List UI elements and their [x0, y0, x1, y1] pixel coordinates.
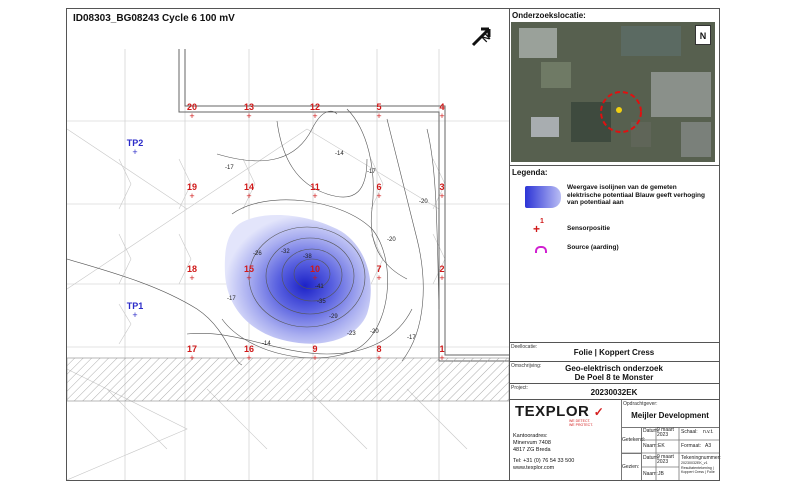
sensor-point [430, 183, 454, 201]
north-arrow-icon [469, 23, 499, 49]
source-marker-icon [535, 246, 547, 253]
legend-panel [509, 166, 719, 343]
naam-label-1: Naam: [643, 443, 658, 449]
contour-label: -32 [281, 249, 290, 255]
deellocatie-value: Folie | Koppert Cress [573, 348, 655, 357]
formaat-label: Formaat: [681, 443, 702, 449]
aerial-photo [511, 22, 715, 162]
tekening-value: 20230032EK_v1 Resultatentekening | Koppert Cress | Folie [681, 461, 715, 475]
sensor-label: 16 [243, 344, 254, 354]
legend-title: Legenda: [512, 168, 548, 177]
test-point-marker: + [132, 147, 138, 157]
tekening-label: Tekeningnummer: [681, 455, 721, 461]
map-canvas [67, 9, 509, 480]
naam-value-1: EK [658, 443, 665, 449]
contour-label: -26 [253, 251, 262, 257]
datum-value-1: 9 maart 2023 [657, 427, 674, 438]
sensor-marker-icon: + [189, 111, 195, 121]
sensor-point [367, 345, 391, 363]
sensor-point [367, 103, 391, 121]
legend-isolines-text: Weergave isolijnen van de gemeten elektrische potentiaal Blauw geeft verhoging van potentiaal aan [567, 184, 705, 206]
naam-label-2: Naam: [643, 471, 658, 477]
sensor-point [180, 265, 204, 283]
office-city: 4817 ZG Breda [513, 447, 551, 453]
opdrachtgever-block [621, 400, 719, 428]
sensor-label: 12 [309, 102, 320, 112]
datum-label-1: Datum: [643, 428, 660, 434]
sensor-label: 20 [186, 102, 197, 112]
sensor-marker-icon: + [376, 191, 382, 201]
location-panel [509, 9, 719, 166]
location-title: Onderzoekslocatie: [512, 11, 586, 20]
formaat-value: A3 [705, 443, 712, 449]
sensor-label: 19 [186, 182, 197, 192]
location-north-label: N [699, 31, 707, 41]
getekend-label: Getekend: [622, 437, 646, 443]
sensor-marker-icon: + [376, 111, 382, 121]
sensor-marker-icon: + [376, 353, 382, 363]
sensor-marker-label: 1 [540, 218, 544, 225]
sensor-point [237, 183, 261, 201]
sensor-point [367, 265, 391, 283]
sensor-label: 4 [439, 102, 445, 112]
sensor-point [430, 265, 454, 283]
hatched-area [67, 358, 509, 401]
company-info [509, 400, 622, 480]
datum-label-2: Datum: [643, 455, 660, 461]
contour-label: -14 [335, 151, 344, 157]
sensor-label: 6 [376, 182, 382, 192]
logo-tagline-1: WE DETECT. [569, 419, 591, 423]
contour-label: -29 [329, 314, 338, 320]
sensor-point [237, 265, 261, 283]
sensor-marker-icon: + [533, 222, 541, 236]
sensor-label: 7 [376, 264, 382, 274]
sensor-label: 13 [243, 102, 254, 112]
contour-label: -17 [367, 169, 376, 175]
sensor-marker-icon: + [376, 273, 382, 283]
sensor-point [180, 345, 204, 363]
sensor-point [303, 265, 327, 283]
map-north-label: N [480, 32, 494, 45]
schaal-label: Schaal: [681, 429, 698, 435]
omschrijving-block [509, 362, 719, 384]
sensor-point [237, 103, 261, 121]
sensor-point [303, 103, 327, 121]
sensor-label: 1 [439, 344, 445, 354]
sensor-marker-icon: + [189, 191, 195, 201]
location-north-icon [695, 25, 711, 45]
project-block [509, 384, 719, 400]
contour-label: -17 [227, 296, 236, 302]
sensor-label: 3 [439, 182, 445, 192]
contour-label: -17 [407, 335, 416, 341]
omschrijving-label: Omschrijving: [511, 363, 542, 369]
title-block-grid [621, 427, 719, 480]
test-point [123, 301, 147, 319]
gezien-label: Gezien: [622, 464, 640, 470]
opdrachtgever-label: Opdrachtgever: [623, 401, 658, 407]
title-block-lines [621, 427, 719, 480]
sensor-label: 18 [186, 264, 197, 274]
potential-map [67, 9, 510, 480]
texplor-logo [515, 403, 604, 421]
test-point-label: TP2 [126, 138, 144, 148]
sensor-marker-icon: + [312, 111, 318, 121]
office-phone: Tel: +31 (0) 76 54 33 500 [513, 458, 575, 464]
logo-tagline-2: WE PROTECT. [569, 423, 593, 427]
deellocatie-label: Deellocatie: [511, 344, 538, 350]
sensor-label: 2 [439, 264, 445, 274]
logo-text: TEXPLOR [515, 403, 590, 420]
logo-check-icon: ✓ [593, 405, 604, 419]
sensor-label: 5 [376, 102, 382, 112]
contour-label: -23 [347, 331, 356, 337]
schaal-value: n.v.t. [703, 429, 714, 435]
office-label: Kantooradres: [513, 433, 548, 439]
naam-value-2: JB [658, 471, 664, 477]
sensor-marker-icon: + [246, 353, 252, 363]
sensor-marker-icon: + [189, 273, 195, 283]
omschrijving-line1: Geo-elektrisch onderzoek [565, 364, 663, 373]
sensor-marker-icon: + [439, 111, 445, 121]
sensor-label: 8 [376, 344, 382, 354]
contour-label: -14 [262, 341, 271, 347]
sensor-marker-icon: + [246, 273, 252, 283]
sensor-label: 11 [310, 182, 320, 192]
legend-source-text: Source (aarding) [567, 244, 619, 251]
sensor-label: 10 [309, 264, 320, 274]
sensor-marker-icon: + [246, 111, 252, 121]
office-web[interactable]: www.texplor.com [513, 465, 555, 471]
sensor-marker-icon: + [439, 191, 445, 201]
contour-label: -20 [370, 329, 379, 335]
sensor-marker-icon: + [439, 353, 445, 363]
sensor-point [180, 103, 204, 121]
contour-label: -17 [225, 165, 234, 171]
isoline-swatch-icon [525, 186, 561, 208]
sensor-point [367, 183, 391, 201]
contour-label: -20 [387, 237, 396, 243]
sensor-marker-icon: + [312, 191, 318, 201]
sensor-label: 9 [312, 344, 318, 354]
contour-label: -20 [419, 199, 428, 205]
project-label: Project: [511, 385, 528, 391]
sensor-marker-icon: + [189, 353, 195, 363]
omschrijving-line2: De Poel 8 te Monster [574, 373, 654, 382]
sensor-label: 14 [243, 182, 254, 192]
legend-sensor-text: Sensorpositie [567, 225, 610, 232]
contour-label: -38 [303, 254, 312, 260]
contour-label: -35 [317, 299, 326, 305]
sensor-point [430, 345, 454, 363]
test-point-label: TP1 [126, 301, 144, 311]
sensor-label: 17 [186, 344, 197, 354]
company-block [509, 400, 719, 480]
sensor-point [303, 183, 327, 201]
drawing-sheet [66, 8, 720, 481]
project-value: 20230032EK [590, 388, 638, 397]
sensor-marker-icon: + [439, 273, 445, 283]
office-street: Minervum 7408 [513, 440, 551, 446]
test-point-marker: + [132, 310, 138, 320]
sensor-marker-icon: + [312, 353, 318, 363]
sensor-point [303, 345, 327, 363]
opdrachtgever-value: Meijler Development [631, 411, 709, 420]
sensor-point [237, 345, 261, 363]
sensor-point [430, 103, 454, 121]
contour-label: -41 [315, 284, 324, 290]
test-point [123, 138, 147, 156]
sensor-label: 15 [243, 264, 254, 274]
deellocatie-block [509, 343, 719, 362]
sensor-marker-icon: + [312, 273, 318, 283]
sensor-point [180, 183, 204, 201]
map-title: ID08303_BG08243 Cycle 6 100 mV [73, 13, 235, 24]
datum-value-2: 9 maart 2023 [657, 454, 674, 465]
sensor-marker-icon: + [246, 191, 252, 201]
